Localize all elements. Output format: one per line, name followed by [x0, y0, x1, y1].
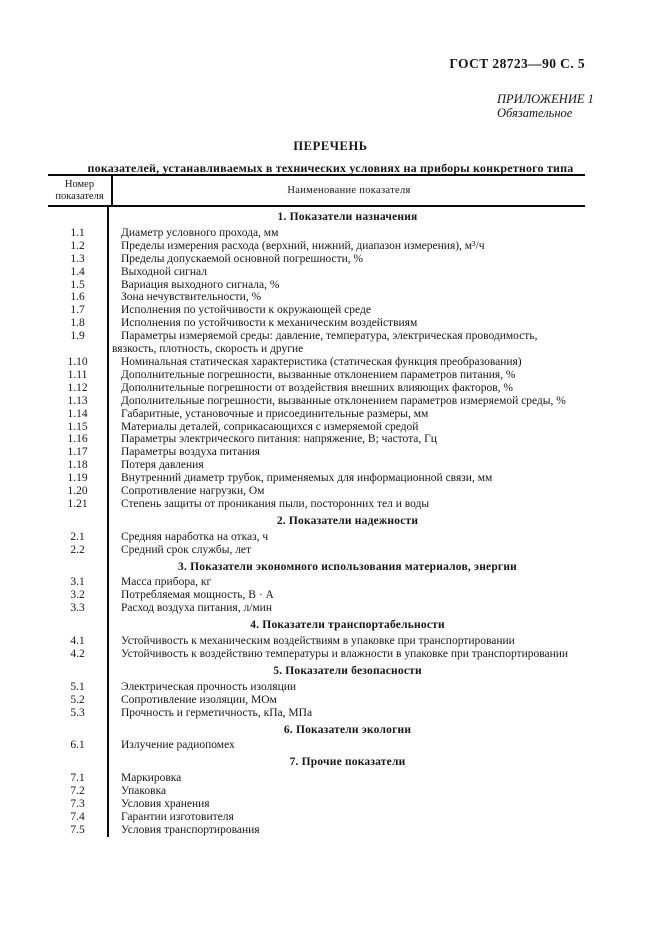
row-number: 1.17: [48, 446, 109, 459]
row-name: Номинальная статическая характеристика (статическая функция преобразования): [121, 355, 522, 368]
table-row: [48, 266, 585, 279]
section-heading: 7. Прочие показатели: [289, 756, 406, 769]
row-number: 6.1: [48, 739, 109, 752]
annex-title: ПРИЛОЖЕНИЕ 1: [497, 92, 594, 106]
row-name: Средний срок службы, лет: [121, 543, 252, 556]
row-name: Средняя наработка на отказ, ч: [121, 530, 269, 543]
section-heading: 6. Показатели экологии: [283, 723, 412, 736]
row-name: Маркировка: [121, 772, 182, 785]
table-row: [48, 576, 585, 589]
annex-block: [497, 92, 594, 120]
row-name: Параметры электрического питания: напряжение, В; частота, Гц: [121, 433, 437, 446]
row-number-empty: [48, 720, 109, 740]
row-name: Сопротивление изоляции, МОм: [121, 693, 277, 706]
indicators-table: [48, 174, 585, 837]
table-row: [48, 824, 585, 837]
row-number: 1.13: [48, 395, 109, 408]
row-name: Внутренний диаметр трубок, применяемых для информационной связи, мм: [121, 472, 493, 485]
row-name: Параметры воздуха питания: [121, 446, 260, 459]
row-number: 7.2: [48, 785, 109, 798]
row-number: 1.8: [48, 317, 109, 330]
section-row: [48, 615, 585, 635]
table-row: [48, 382, 585, 395]
row-name: Упаковка: [121, 785, 167, 798]
row-number: 3.2: [48, 589, 109, 602]
row-name: Условия хранения: [121, 798, 210, 811]
table-row: [48, 485, 585, 498]
row-name: Сопротивление нагрузки, Ом: [121, 485, 265, 498]
table-row: [48, 421, 585, 434]
section-row: [48, 752, 585, 772]
row-number: 7.4: [48, 811, 109, 824]
row-name: Дополнительные погрешности, вызванные отклонением параметров питания, %: [121, 368, 516, 381]
section-heading: 4. Показатели транспортабельности: [250, 619, 445, 632]
row-number-empty: [48, 661, 109, 681]
row-name: Потребляемая мощность, В · А: [121, 589, 274, 602]
table-row: [48, 602, 585, 615]
row-number: 7.1: [48, 772, 109, 785]
row-name: Пределы измерения расхода (верхний, нижний, диапазон измерения), м³/ч: [121, 239, 485, 252]
row-name: Зона нечувствительности, %: [121, 291, 262, 304]
row-number: 1.11: [48, 369, 109, 382]
table-row: [48, 785, 585, 798]
section-row: [48, 511, 585, 531]
row-number: 2.1: [48, 531, 109, 544]
row-number: 5.1: [48, 681, 109, 694]
section-heading: 2. Показатели надежности: [276, 514, 419, 527]
row-name: Излучение радиопомех: [121, 739, 235, 752]
section-row: [48, 720, 585, 740]
row-number: 1.20: [48, 485, 109, 498]
row-number: 7.3: [48, 798, 109, 811]
row-name: Исполнения по устойчивости к окружающей среде: [121, 304, 371, 317]
row-name: Электрическая прочность изоляции: [121, 680, 297, 693]
row-number: 1.18: [48, 459, 109, 472]
table-body: [48, 207, 585, 837]
row-name: Дополнительные погрешности от воздействия внешних влияющих факторов, %: [121, 381, 514, 394]
row-name: Степень защиты от проникания пыли, посторонних тел и воды: [121, 497, 430, 510]
table-row: [48, 408, 585, 421]
row-number: 1.1: [48, 227, 109, 240]
row-number: 3.3: [48, 602, 109, 615]
table-row: [48, 446, 585, 459]
row-number-empty: [48, 752, 109, 772]
row-number-empty: [48, 207, 109, 227]
title-block: [0, 139, 661, 176]
row-number: 5.2: [48, 694, 109, 707]
table-row: [48, 707, 585, 720]
table-row: [48, 811, 585, 824]
row-number: 1.5: [48, 279, 109, 292]
table-row: [48, 291, 585, 304]
table-row: [48, 279, 585, 292]
page-subtitle: показателей, устанавливаемых в технических условиях на приборы конкретного типа: [87, 161, 574, 175]
table-header-row: [48, 174, 585, 207]
table-row: [48, 356, 585, 369]
table-row: [48, 227, 585, 240]
row-number: 4.2: [48, 648, 109, 661]
row-number: 1.9: [48, 330, 109, 356]
table-row: [48, 798, 585, 811]
column-header-number: Номер показателя: [48, 176, 113, 205]
row-number: 7.5: [48, 824, 109, 837]
section-row: [48, 207, 585, 227]
row-number: 1.15: [48, 421, 109, 434]
row-number: 1.4: [48, 266, 109, 279]
row-name: Габаритные, установочные и присоединительные размеры, мм: [121, 407, 429, 420]
table-row: [48, 330, 585, 356]
document-reference: ГОСТ 28723—90 С. 5: [449, 56, 585, 71]
row-name: Дополнительные погрешности, вызванные отклонением параметров измеряемой среды, %: [121, 394, 566, 407]
table-row: [48, 304, 585, 317]
row-name: Материалы деталей, соприкасающихся с измеряемой средой: [121, 420, 419, 433]
row-name: Выходной сигнал: [121, 265, 207, 278]
row-number: 1.14: [48, 408, 109, 421]
table-row: [48, 395, 585, 408]
table-row: [48, 317, 585, 330]
section-heading: 1. Показатели назначения: [277, 211, 418, 223]
table-row: [48, 589, 585, 602]
row-number: 1.19: [48, 472, 109, 485]
table-row: [48, 472, 585, 485]
table-row: [48, 531, 585, 544]
row-number: 1.2: [48, 240, 109, 253]
row-number-empty: [48, 557, 109, 577]
annex-subtitle: Обязательное: [497, 106, 573, 120]
row-number-empty: [48, 615, 109, 635]
row-number: 1.21: [48, 498, 109, 511]
row-name: Масса прибора, кг: [121, 576, 212, 589]
row-number: 5.3: [48, 707, 109, 720]
row-name: Устойчивость к механическим воздействиям в упаковке при транспортировании: [121, 635, 515, 648]
section-row: [48, 661, 585, 681]
table-row: [48, 739, 585, 752]
row-number: 1.7: [48, 304, 109, 317]
row-name: Условия транспортирования: [121, 823, 260, 836]
row-number: 1.10: [48, 356, 109, 369]
row-number: 1.6: [48, 291, 109, 304]
table-row: [48, 369, 585, 382]
row-name: Устойчивость к воздействию температуры и влажности в упаковке при транспортировании: [121, 648, 569, 660]
row-name: Прочность и герметичность, кПа, МПа: [121, 706, 313, 719]
table-row: [48, 459, 585, 472]
row-name: Параметры измеряемой среды: давление, температура, электрическая проводимость, вязкость, плотность, скорость и другие: [112, 330, 538, 356]
row-name: Гарантии изготовителя: [121, 810, 234, 823]
row-number: 2.2: [48, 544, 109, 557]
row-name: Пределы допускаемой основной погрешности, %: [121, 252, 364, 265]
row-number: 1.16: [48, 433, 109, 446]
table-row: [48, 635, 585, 648]
table-row: [48, 498, 585, 511]
table-row: [48, 648, 585, 661]
row-number-empty: [48, 511, 109, 531]
row-name: Исполнения по устойчивости к механическим воздействиям: [121, 317, 418, 330]
column-header-name: Наименование показателя: [287, 185, 411, 196]
row-name: Диаметр условного прохода, мм: [121, 226, 279, 239]
row-number: 1.3: [48, 253, 109, 266]
table-row: [48, 433, 585, 446]
table-row: [48, 681, 585, 694]
table-row: [48, 253, 585, 266]
section-heading: 3. Показатели экономного использования материалов, энергии: [178, 560, 517, 573]
page-title: ПЕРЕЧЕНЬ: [293, 139, 368, 153]
table-row: [48, 240, 585, 253]
row-name: Вариация выходного сигнала, %: [121, 278, 280, 291]
row-name: Расход воздуха питания, л/мин: [121, 602, 272, 615]
table-row: [48, 772, 585, 785]
row-name: Потеря давления: [121, 459, 204, 472]
row-number: 4.1: [48, 635, 109, 648]
table-row: [48, 544, 585, 557]
row-number: 1.12: [48, 382, 109, 395]
section-row: [48, 557, 585, 577]
table-row: [48, 694, 585, 707]
section-heading: 5. Показатели безопасности: [273, 664, 422, 677]
row-number: 3.1: [48, 576, 109, 589]
